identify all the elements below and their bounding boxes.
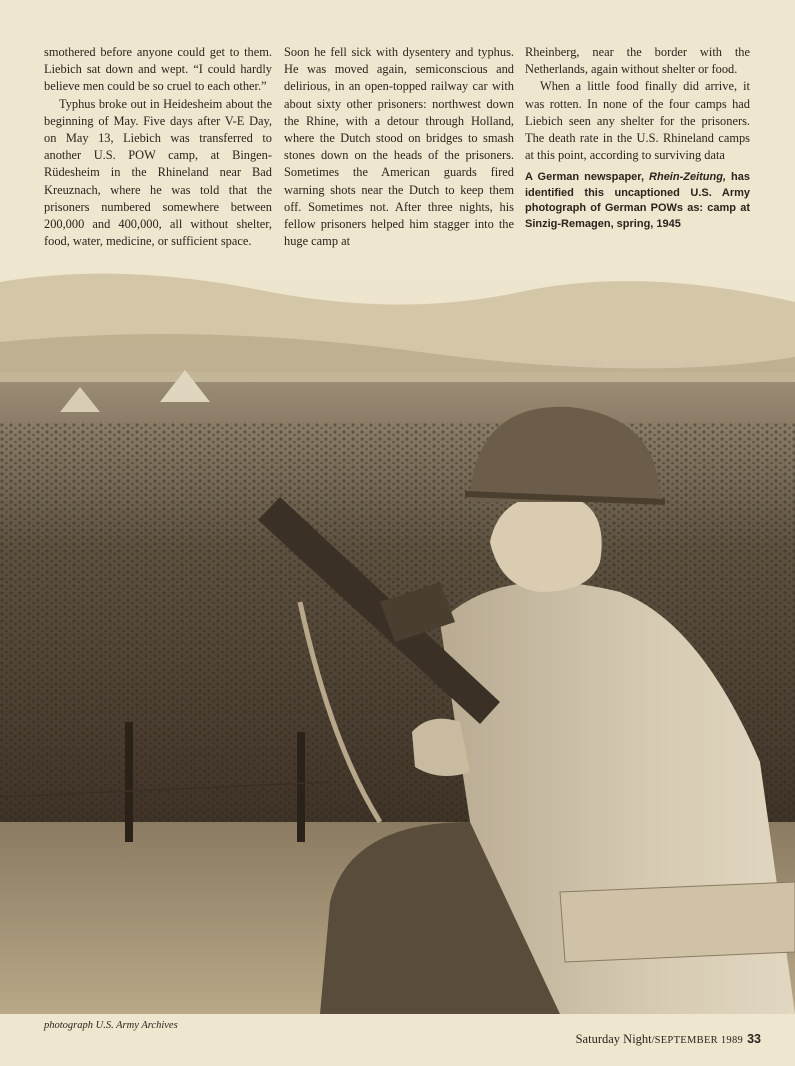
article-column-3 [525,44,750,232]
column3-paragraph-2: When a little food finally did arrive, it was rotten. In none of the four camps had Liebich seen any shelter for the prisoners. The death rate in the U.S. Rhineland camps at this point, according to surviving data [525,79,750,163]
article-column-1 [44,44,272,250]
photo-illustration [0,262,795,1014]
column2-paragraph-1: Soon he fell sick with dysentery and typhus. He was moved again, semiconscious and delirious, in an open-topped railway car with about sixty other prisoners: northwest down the Rhine, with a detour through Holland, where the Dutch stood on bridges to smash stones down on the heads of the prisoners. Sometimes the American guards fired warning shots near the Dutch to keep them off. Sometimes not. After three nights, his fellow prisoners helped him stagger into the huge camp at [284,45,514,249]
caption-lead: A German newspaper, [525,171,650,184]
page-number: 33 [747,1032,761,1046]
page-footer [576,1032,761,1047]
photo-credit: photograph U.S. Army Archives [44,1020,178,1031]
column1-paragraph-2: Typhus broke out in Heidesheim about the beginning of May. Five days after V-E Day, on May 13, Liebich was transferred to another U.S. POW camp, at Bingen-Rüdesheim in the Rhineland near Bad Kreuznach, where he was told that the prisoners numbered somewhere between 200,000 and 400,000, all without shelter, food, water, medicine, or sufficient space. [44,96,272,249]
column3-paragraph-1: Rheinberg, near the border with the Netherlands, again without shelter or food. [525,45,750,77]
caption-rest: has identified this uncaptioned U.S. Army photograph of German POWs as: camp at Sinzig-Remagen, spring, 1945 [525,171,750,230]
magazine-name: Saturday Night [575,1032,652,1046]
issue-date: SEPTEMBER 1989 [654,1035,744,1046]
article-column-2 [284,44,514,250]
pow-camp-photograph [0,262,795,1014]
caption-publication: Rhein-Zeitung, [649,171,727,184]
footer-separator: / [651,1035,655,1046]
photo-caption [525,170,750,232]
column1-paragraph-1: smothered before anyone could get to them. Liebich sat down and wept. “I could hardly believe men could be so cruel to each other.” [44,45,272,94]
